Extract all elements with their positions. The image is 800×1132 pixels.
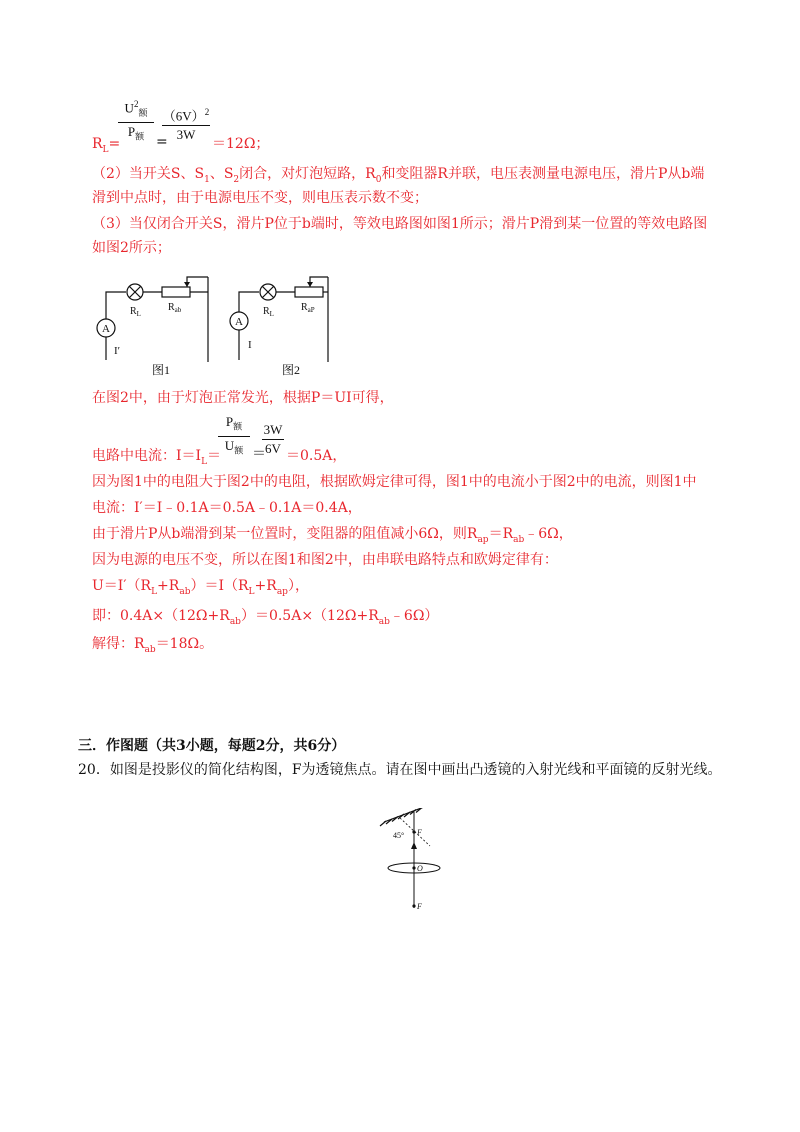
current-formula: 电路中电流：$I=I_L=$ <box>92 448 222 467</box>
because-line2: 电流：I′＝I﹣0.1A＝0.5A﹣0.1A＝0.4A， <box>92 500 362 516</box>
fig2-ammeter-label: A <box>235 316 243 328</box>
rl-formula: $R_L=$ <box>92 136 121 155</box>
slide-line: 由于滑片P从b端滑到某一位置时，变阻器的阻值减小6Ω，则$R_{ap}=R_{ab}﹣6\Omega$， <box>92 526 573 545</box>
source-line: 因为电源的电压不变，所以在图1和图2中，由串联电路特点和欧姆定律有： <box>92 552 558 568</box>
ie-equation-line: 即：$0.4A\times(12\Omega+R_{ab})=0.5A\times(12\Omega+R_{ab}﹣6\Omega)$ <box>92 608 439 627</box>
rl-fraction-2: $(6V)^2$ 3W <box>162 107 210 143</box>
fig1-caption: 图1 <box>152 363 171 377</box>
fig2-rap-label: $R_{aP}$ <box>301 302 315 314</box>
fig1-ammeter-label: A <box>102 323 110 335</box>
ray-arrow-up-icon <box>411 842 417 849</box>
fig2-analysis-line: 在图2中，由于灯泡正常发光，根据P＝UI可得， <box>92 390 394 406</box>
circuit-figure-2 <box>230 277 328 362</box>
fig1-current-label: I′ <box>114 345 121 357</box>
p2-line2: 滑到中点时，由于电源电压不变，则电压表示数不变； <box>92 190 428 206</box>
projector-diagram <box>376 808 456 914</box>
optical-center <box>412 866 415 869</box>
circuit-figures <box>92 272 332 388</box>
fig2-rl-label: $R_L$ <box>263 306 274 318</box>
angle-label: 45° <box>393 831 405 840</box>
fig2-current-label: I <box>248 339 252 351</box>
fig2-caption: 图2 <box>282 363 301 377</box>
fig1-rab-label: $R_{ab}$ <box>168 302 182 314</box>
current-equals-2: ＝ <box>252 446 266 462</box>
focus-point-bottom <box>412 904 415 907</box>
current-fraction-1: $P_额$ $U_额$ <box>218 414 250 458</box>
section3-heading: 三．作图题（共3小题，每题2分，共6分） <box>78 738 346 754</box>
focus-point-top <box>412 830 415 833</box>
fig1-rl-label: $R_L$ <box>130 306 141 318</box>
focus-bottom-label: F <box>417 902 422 911</box>
current-fraction-2: 3W 6V <box>263 422 283 456</box>
p3-line1: （3）当仅闭合开关S，滑片P位于b端时，等效电路图如图1所示；滑片P滑到某一位置的等效电路图 <box>92 216 708 232</box>
rl-equals-2: = <box>156 134 168 150</box>
because-line1: 因为图1中的电阻大于图2中的电阻，根据欧姆定律可得，图1中的电流小于图2中的电流，则图1中 <box>92 474 697 490</box>
solution-result-line: 解得：$R_{ab}=18\Omega$。 <box>92 636 214 655</box>
p2-line1: （2）当开关S、$S_1$、$S_2$闭合，对灯泡短路，$R_0$和变阻器R并联，电压表测量电源电压，滑片P从b端 <box>92 166 705 185</box>
rl-result: ＝12Ω； <box>212 136 270 152</box>
u-equation-line: $U=I'(R_L+R_{ab})=I(R_L+R_{ap})$， <box>92 578 309 597</box>
question-20: 20．如图是投影仪的简化结构图，F为透镜焦点。请在图中画出凸透镜的入射光线和平面镜的反射光线。 <box>78 762 722 778</box>
current-result: ＝0.5A， <box>286 448 347 464</box>
focus-top-label: F <box>417 828 422 837</box>
plane-mirror <box>380 808 424 826</box>
center-label: O <box>417 864 423 873</box>
rl-fraction-1: $U^2_额$ $P_额$ <box>118 96 154 145</box>
p3-line2: 如图2所示； <box>92 240 171 256</box>
